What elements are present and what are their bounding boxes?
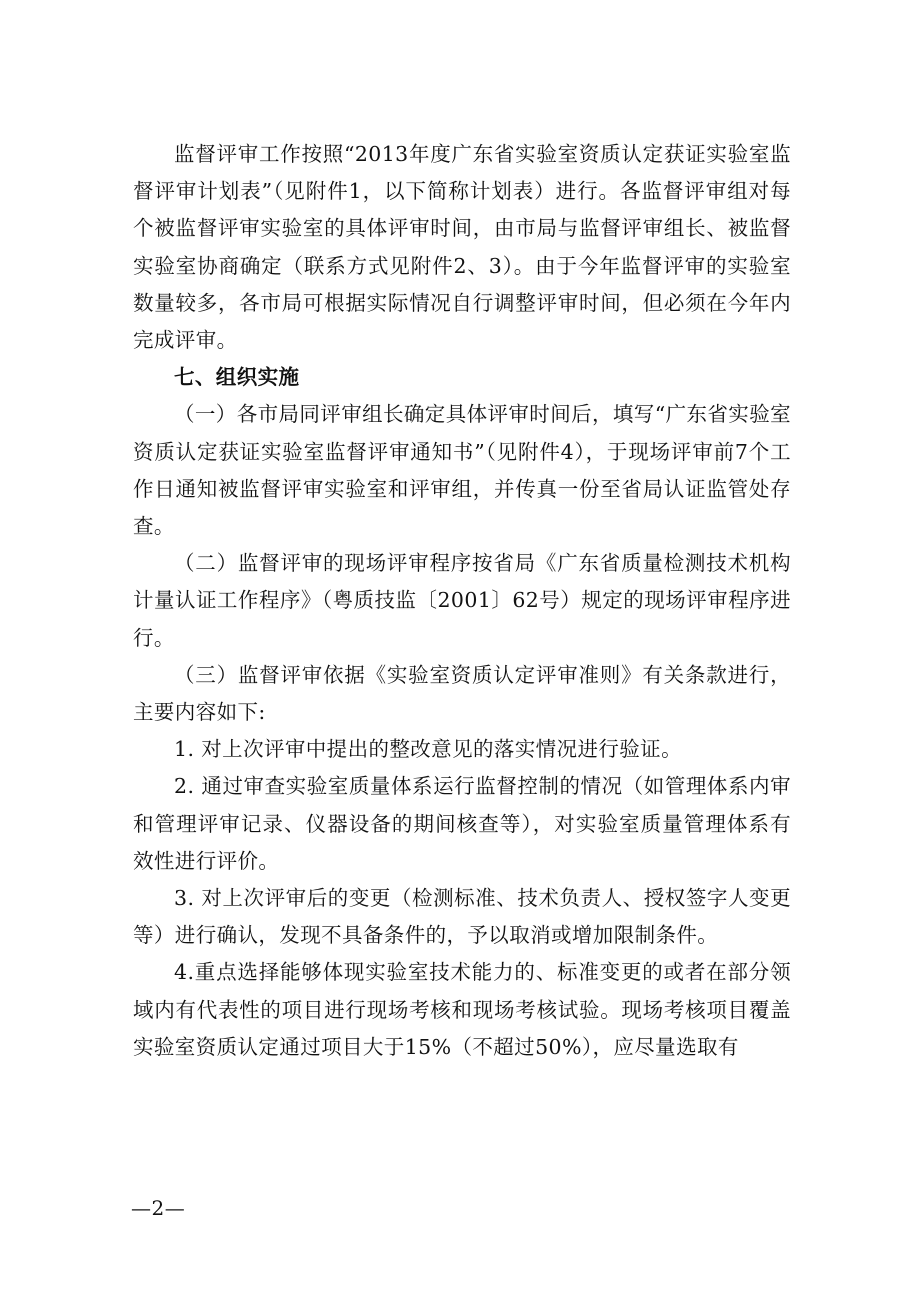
paragraph-point-1: 1. 对上次评审中提出的整改意见的落实情况进行验证。: [174, 737, 682, 762]
paragraph-item-2: （二）监督评审的现场评审程序按省局《广东省质量检测技术机构计量认证工作程序》（粤质技监〔2001〕62号）规定的现场评审程序进行。: [133, 551, 791, 650]
paragraph-point-3: 3. 对上次评审后的变更（检测标准、技术负责人、授权签字人变更等）进行确认，发现不具备条件的，予以取消或增加限制条件。: [133, 886, 791, 948]
paragraph-schedule: 监督评审工作按照“2013年度广东省实验室资质认定获证实验室监督评审计划表”（见附件1，以下简称计划表）进行。各监督评审组对每个被监督评审实验室的具体评审时间，由市局与监督评审组长、被监督实验室协商确定（联系方式见附件2、3）。由于今年监督评审的实验室数量较多，各市局可根据实际情况自行调整评审时间，但必须在今年内完成评审。: [133, 142, 791, 353]
paragraph-point-2: 2. 通过审查实验室质量体系运行监督控制的情况（如管理体系内审和管理评审记录、仪器设备的期间核查等），对实验室质量管理体系有效性进行评价。: [133, 774, 791, 873]
paragraph-point-4: 4.重点选择能够体现实验室技术能力的、标准变更的或者在部分领域内有代表性的项目进行现场考核和现场考核试验。现场考核项目覆盖实验室资质认定通过项目大于15%（不超过50%），应尽量选取有: [133, 960, 791, 1059]
section-heading-organization: 七、组织实施: [174, 365, 300, 390]
page-number: —2—: [131, 1196, 186, 1220]
paragraph-item-3: （三）监督评审依据《实验室资质认定评审准则》有关条款进行，主要内容如下:: [133, 662, 791, 725]
paragraph-item-1: （一）各市局同评审组长确定具体评审时间后，填写“广东省实验室资质认定获证实验室监督评审通知书”（见附件4），于现场评审前7个工作日通知被监督评审实验室和评审组，并传真一份至省局认证监管处存查。: [133, 402, 791, 539]
document-body: [133, 136, 791, 1066]
